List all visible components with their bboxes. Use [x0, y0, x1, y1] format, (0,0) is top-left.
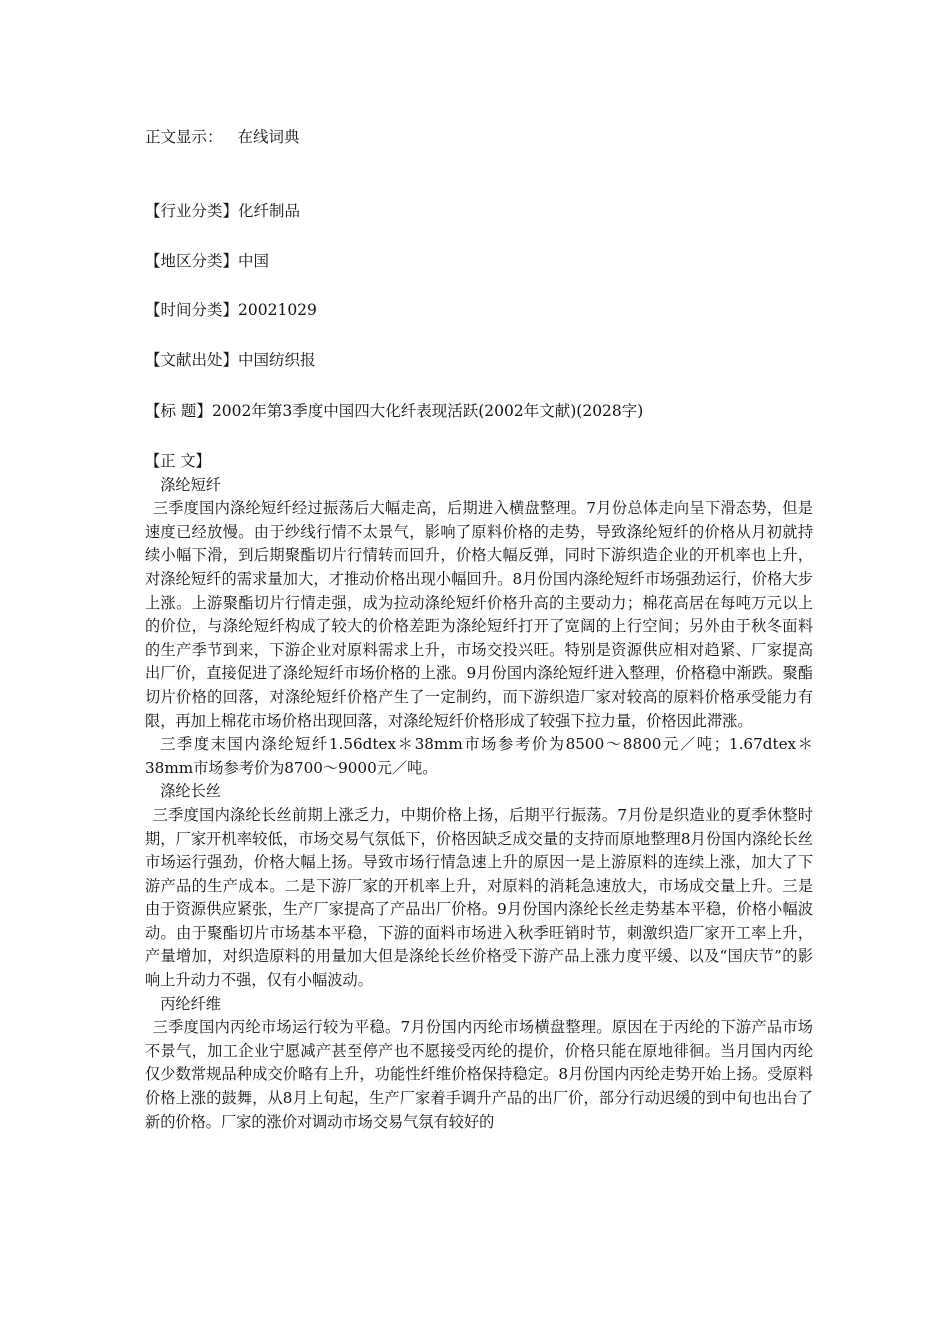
body-label: 【正 文】	[145, 452, 211, 470]
meta-value: 20021029	[238, 301, 317, 319]
meta-industry	[145, 201, 300, 221]
online-dictionary-link[interactable]: 在线词典	[237, 128, 300, 146]
meta-title	[145, 401, 643, 421]
section-heading: 涤纶长丝	[160, 782, 221, 801]
body-paragraph: 三季度国内涤纶短纤经过振荡后大幅走高，后期进入横盘整理。7月份总体走向呈下滑态势，但是速度已经放慢。由于纱线行情不太景气，影响了原料价格的走势，导致涤纶短纤的价格从月初就持续小幅下滑，到后期聚酯切片行情转而回升，价格大幅反弹，同时下游织造企业的开机率也上升，对涤纶短纤的需求量加大，才推动价格出现小幅回升。8月份国内涤纶短纤市场强劲运行，价格大步上涨。上游聚酯切片行情走强，成为拉动涤纶短纤价格升高的主要动力；棉花高居在每吨万元以上的价位，与涤纶短纤构成了较大的价格差距为涤纶短纤打开了宽阔的上行空间；另外由于秋冬面料的生产季节到来，下游企业对原料需求上升，市场交投兴旺。特别是资源供应相对趋紧、厂家提高出厂价，直接促进了涤纶短纤市场价格的上涨。9月份国内涤纶短纤进入整理，价格稳中渐跌。聚酯切片价格的回落，对涤纶短纤价格产生了一定制约，而下游织造厂家对较高的原料价格承受能力有限，再加上棉花市场价格出现回落，对涤纶短纤价格形成了较强下拉力量，价格因此滞涨。	[145, 499, 813, 730]
meta-key: 【文献出处】	[145, 351, 239, 369]
body-paragraph: 三季度末国内涤纶短纤1.56dtex＊38mm市场参考价为8500～8800元／吨；1.67dtex＊38mm市场参考价为8700～9000元／吨。	[145, 735, 813, 777]
article-body	[145, 450, 813, 1134]
meta-date	[145, 300, 317, 320]
meta-key: 【时间分类】	[145, 301, 239, 319]
body-paragraph: 三季度国内涤纶长丝前期上涨乏力，中期价格上扬，后期平行振荡。7月份是织造业的夏季休整时期，厂家开机率较低，市场交易气氛低下，价格因缺乏成交量的支持而原地整理8月份国内涤纶长丝市场运行强劲，价格大幅上扬。导致市场行情急速上升的原因一是上游原料的连续上涨，加大了下游产品的生产成本。二是下游厂家的开机率上升，对原料的消耗急速放大，市场成交量上升。三是由于资源供应紧张，生产厂家提高了产品出厂价格。9月份国内涤纶长丝走势基本平稳，价格小幅波动。由于聚酯切片市场基本平稳，下游的面料市场进入秋季旺销时节，刺激织造厂家开工率上升，产量增加，对织造原料的用量加大但是涤纶长丝价格受下游产品上涨力度平缓、以及“国庆节”的影响上升动力不强，仅有小幅波动。	[145, 805, 813, 990]
meta-key: 【地区分类】	[145, 252, 239, 270]
meta-value: 中国	[238, 252, 270, 270]
body-paragraph: 三季度国内丙纶市场运行较为平稳。7月份国内丙纶市场横盘整理。原因在于丙纶的下游产品市场不景气，加工企业宁愿减产甚至停产也不愿接受丙纶的提价，价格只能在原地徘徊。当月国内丙纶仅少数常规品种成交价略有上升，功能性纤维价格保持稳定。8月份国内丙纶走势开始上扬。受原料价格上涨的鼓舞，从8月上旬起，生产厂家着手调升产品的出厂价，部分行动迟缓的到中旬也出台了新的价格。厂家的涨价对调动市场交易气氛有较好的	[145, 1018, 813, 1131]
meta-value: 中国纺织报	[238, 351, 316, 369]
display-label: 正文显示：	[145, 128, 223, 146]
meta-source	[145, 350, 316, 370]
section-heading: 涤纶短纤	[160, 475, 221, 494]
meta-region	[145, 251, 269, 271]
meta-key: 【行业分类】	[145, 202, 239, 220]
meta-key: 【标 题】	[145, 402, 212, 420]
section-heading: 丙纶纤维	[160, 994, 221, 1013]
meta-value: 化纤制品	[238, 202, 301, 220]
display-row	[145, 127, 299, 147]
meta-value: 2002年第3季度中国四大化纤表现活跃(2002年文献)(2028字)	[211, 402, 644, 420]
